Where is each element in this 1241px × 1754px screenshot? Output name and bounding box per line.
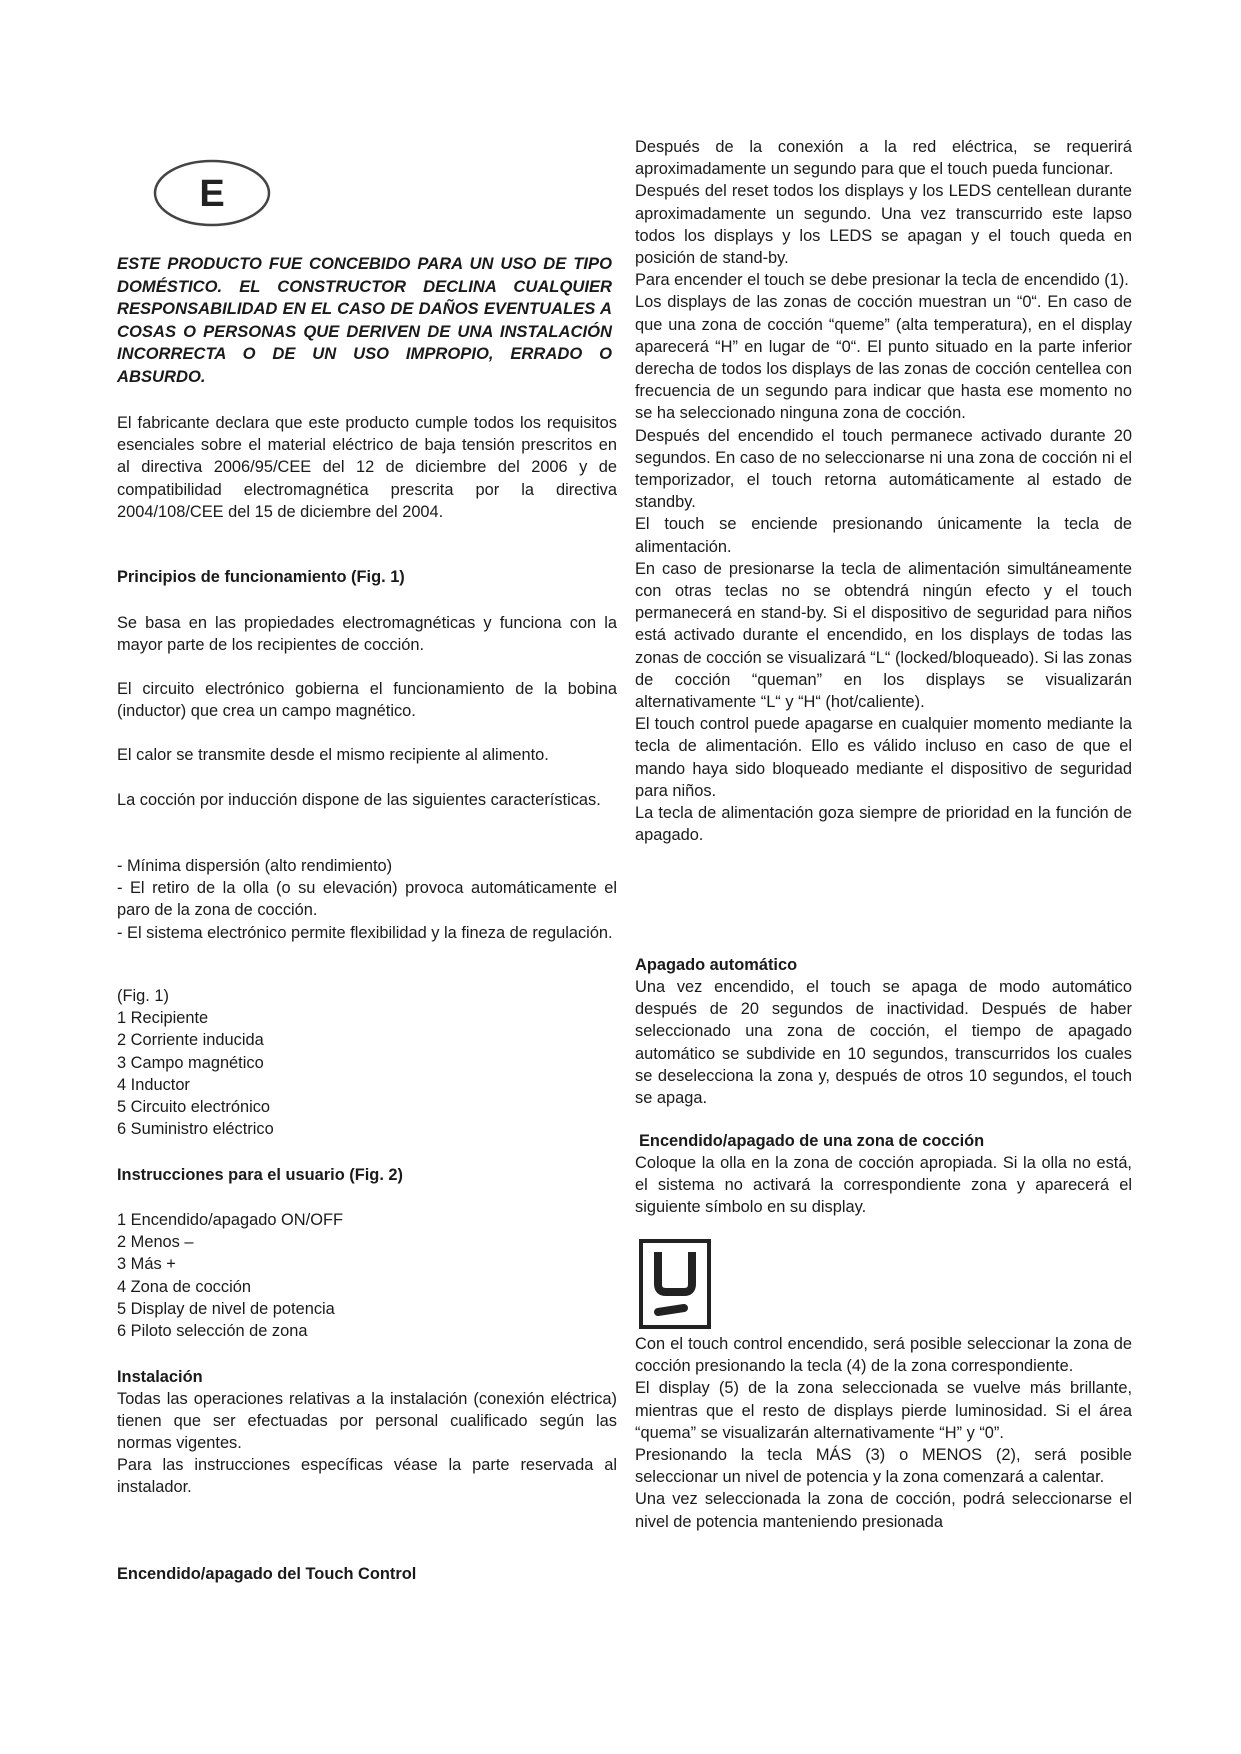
fig2-item: 4 Zona de cocción bbox=[117, 1277, 251, 1296]
declaration-paragraph: El fabricante declara que este producto cumple todos los requisitos esenciales sobre el material eléctrico de baja tensión prescritos en al directiva 2006/95/CEE del 12 de diciembre del 2006 y de compatibilidad electromagnética prescrita por la directiva 2004/108/CEE del 15 de diciembre del 2004. bbox=[117, 414, 617, 521]
fig1-item: 1 Recipiente bbox=[117, 1009, 209, 1028]
right-paragraph: Después de la conexión a la red eléctrica, se requerirá aproximadamente un segundo para que el touch pueda funcionar. bbox=[635, 138, 1132, 179]
fig2-item: 2 Menos – bbox=[117, 1233, 194, 1252]
fig1-item: 4 Inductor bbox=[117, 1075, 190, 1094]
no-pan-display-icon bbox=[638, 1238, 712, 1330]
selection-section bbox=[635, 1333, 1132, 1533]
fig1-item: 6 Suministro eléctrico bbox=[117, 1120, 274, 1139]
auto-off-paragraph: Una vez encendido, el touch se apaga de modo automático después de 20 segundos de inactividad. Después de haber seleccionado una zona de cocción, el tiempo de apagado automático se subdivide en 10 segundos, transcurridos los cuales se deselecciona la zona y, después de otros 10 segundos, el touch se apaga. bbox=[635, 978, 1132, 1108]
feature-item: - El retiro de la olla (o su elevación) provoca automáticamente el paro de la zona de cocción. bbox=[117, 879, 617, 920]
fig1-list bbox=[117, 985, 274, 1140]
install-p1: Todas las operaciones relativas a la instalación (conexión eléctrica) tienen que ser efectuadas por personal cualificado según las normas vigentes. bbox=[117, 1390, 617, 1453]
fig1-item: 5 Circuito electrónico bbox=[117, 1098, 271, 1117]
fig2-item: 5 Display de nivel de potencia bbox=[117, 1299, 335, 1318]
badge-letter: E bbox=[199, 173, 225, 215]
feature-item: - El sistema electrónico permite flexibilidad y la fineza de regulación. bbox=[117, 923, 613, 942]
touch-intro bbox=[635, 136, 1132, 847]
right-paragraph: En caso de presionarse la tecla de alimentación simultáneamente con otras teclas no se obtendrá ningún efecto y el touch permanecerá en stand-by. Si el dispositivo de seguridad para niños está activado durante el encendido, en los displays de todas las zonas de cocción se visualizará “L“ (locked/bloqueado). Si las zonas de cocción “queman” en los displays se visualizarán alternativamente “L“ y “H“ (hot/caliente). bbox=[635, 559, 1132, 712]
selection-paragraph: Una vez seleccionada la zona de cocción, podrá seleccionarse el nivel de potencia manteniendo presionada bbox=[635, 1490, 1132, 1531]
feature-item: - Mínima dispersión (alto rendimiento) bbox=[117, 857, 393, 875]
warning-text: ESTE PRODUCTO FUE CONCEBIDO PARA UN USO DE TIPO DOMÉSTICO. EL CONSTRUCTOR DECLINA CUALQUIER RESPONSABILIDAD EN EL CASO DE DAÑOS EVENTUALES A COSAS O PERSONAS QUE DERIVEN DE UNA INSTALACIÓN INCORRECTA O DE UN USO IMPROPIO, ERRADO O ABSURDO. bbox=[117, 254, 612, 386]
features-list bbox=[117, 855, 617, 944]
fig2-item: 1 Encendido/apagado ON/OFF bbox=[117, 1211, 343, 1229]
auto-off-heading: Apagado automático bbox=[635, 956, 798, 974]
fig2-list bbox=[117, 1209, 343, 1342]
zone-paragraph: Coloque la olla en la zona de cocción apropiada. Si la olla no está, el sistema no activará la correspondiente zona y aparecerá el siguiente símbolo en su display. bbox=[635, 1154, 1132, 1217]
fig1-item: 2 Corriente inducida bbox=[117, 1031, 264, 1050]
install-p2: Para las instrucciones específicas véase la parte reservada al instalador. bbox=[117, 1456, 617, 1497]
principles-p1: Se basa en las propiedades electromagnéticas y funciona con la mayor parte de los recipientes de cocción. bbox=[117, 614, 617, 655]
install-heading: Instalación bbox=[117, 1368, 203, 1386]
fig2-item: 6 Piloto selección de zona bbox=[117, 1322, 308, 1341]
right-paragraph: Para encender el touch se debe presionar la tecla de encendido (1). bbox=[635, 271, 1129, 290]
principles-p3: El calor se transmite desde el mismo recipiente al alimento. bbox=[117, 746, 549, 764]
right-paragraph: El touch se enciende presionando únicamente la tecla de alimentación. bbox=[635, 515, 1132, 556]
principles-p4: La cocción por inducción dispone de las siguientes características. bbox=[117, 791, 601, 809]
user-heading: Instrucciones para el usuario (Fig. 2) bbox=[117, 1166, 403, 1184]
selection-paragraph: El display (5) de la zona seleccionada se vuelve más brillante, mientras que el resto de displays pierde luminosidad. Si el área “quema” se visualizarán alternativamente “H” y “0”. bbox=[635, 1379, 1132, 1442]
zone-heading: Encendido/apagado de una zona de cocción bbox=[639, 1132, 985, 1150]
language-badge bbox=[152, 158, 272, 228]
touch-heading: Encendido/apagado del Touch Control bbox=[117, 1565, 417, 1583]
principles-p2: El circuito electrónico gobierna el funcionamiento de la bobina (inductor) que crea un campo magnético. bbox=[117, 680, 617, 721]
right-paragraph: El touch control puede apagarse en cualquier momento mediante la tecla de alimentación. Ello es válido incluso en caso de que el mando haya sido bloqueado mediante el dispositivo de seguridad para niños. bbox=[635, 715, 1132, 800]
right-paragraph: Después del reset todos los displays y los LEDS centellean durante aproximadamente un segundo. Una vez transcurrido este lapso todos los displays y los LEDS se apagan y el touch queda en posición de stand-by. bbox=[635, 182, 1132, 268]
principles-heading: Principios de funcionamiento (Fig. 1) bbox=[117, 568, 405, 586]
selection-paragraph: Con el touch control encendido, será posible seleccionar la zona de cocción presionando la tecla (4) de la zona correspondiente. bbox=[635, 1335, 1132, 1376]
right-paragraph: La tecla de alimentación goza siempre de prioridad en la función de apagado. bbox=[635, 804, 1132, 845]
selection-paragraph: Presionando la tecla MÁS (3) o MENOS (2), será posible seleccionar un nivel de potencia y la zona comenzará a calentar. bbox=[635, 1446, 1132, 1487]
fig1-label: (Fig. 1) bbox=[117, 987, 169, 1005]
badge-oval-icon bbox=[152, 158, 272, 228]
fig1-item: 3 Campo magnético bbox=[117, 1053, 264, 1072]
fig2-item: 3 Más + bbox=[117, 1255, 176, 1274]
right-paragraph: Los displays de las zonas de cocción muestran un “0“. En caso de que una zona de cocción “queme” (alta temperatura), en el display aparecerá “H” en lugar de “0“. El punto situado en la parte inferior derecha de todos los displays de las zonas de cocción centellea con frecuencia de un segundo para indicar que hasta ese momento no se ha seleccionado ninguna zona de cocción. bbox=[635, 293, 1132, 423]
right-paragraph: Después del encendido el touch permanece activado durante 20 segundos. En caso de no seleccionarse ni una zona de cocción ni el temporizador, el touch retorna automáticamente al estado de standby. bbox=[635, 426, 1132, 512]
